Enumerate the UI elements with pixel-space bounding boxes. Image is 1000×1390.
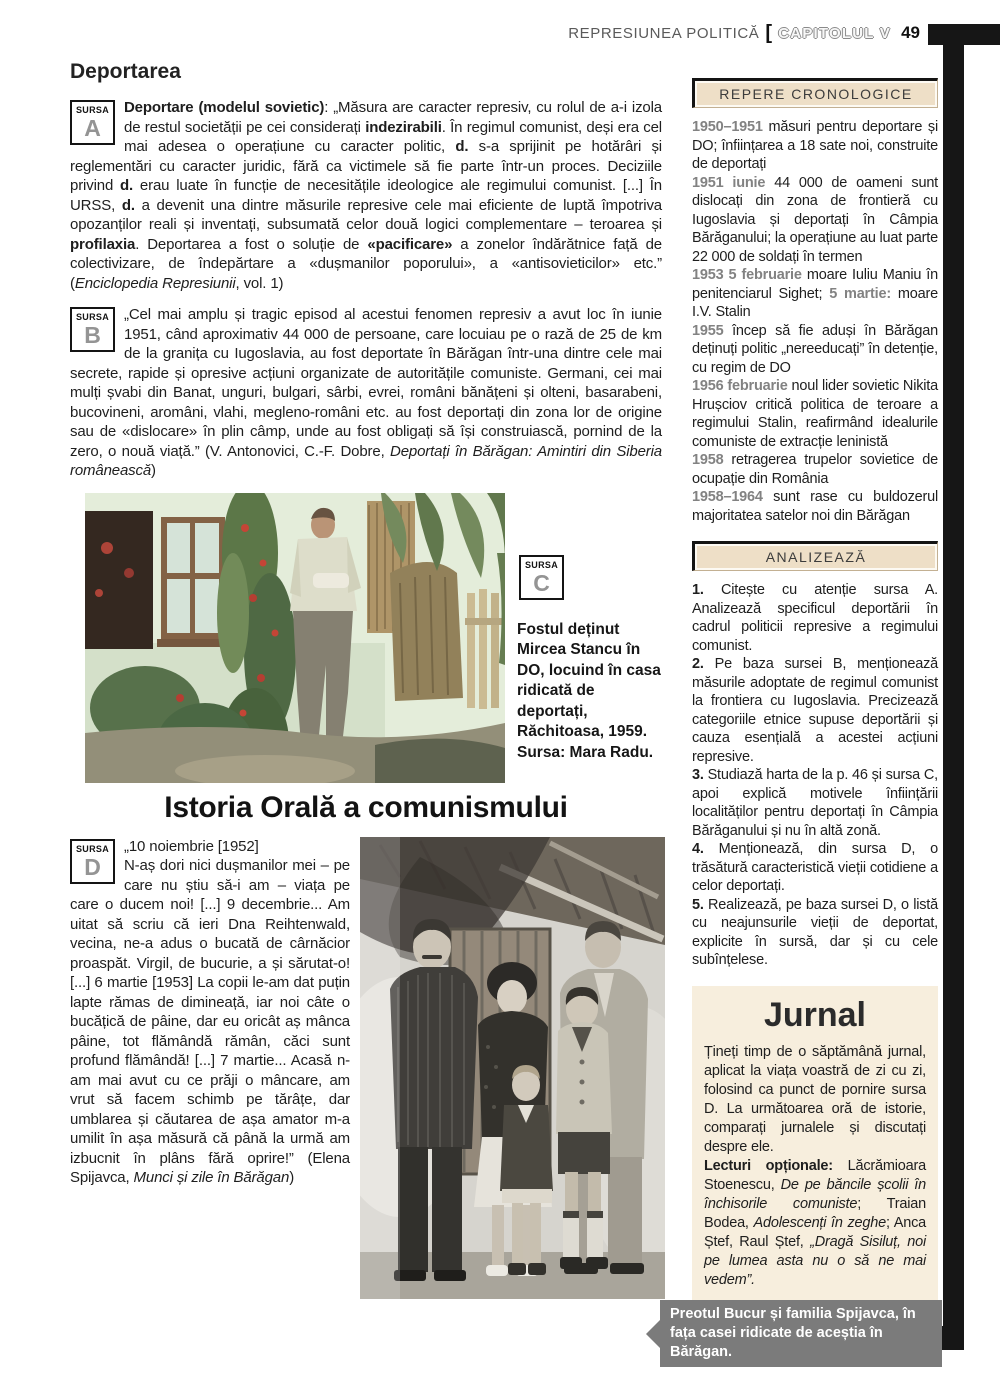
section-title: Deportarea xyxy=(70,60,181,83)
header-section-title: REPRESIUNEA POLITICĂ xyxy=(568,25,760,42)
repere-cronologice-header: REPERE CRONOLOGICE xyxy=(692,78,938,108)
header-bracket-glyph: [ xyxy=(765,22,773,44)
header-chapter-label: CAPITOLUL V xyxy=(778,25,891,42)
timeline-entry: 1953 5 februarie moare Iuliu Maniu în penitenciarul Sighet; 5 martie: moare I.V. Stalin xyxy=(692,267,938,320)
timeline-entry: 1958 retragerea trupelor sovietice de ocupație din România xyxy=(692,452,938,487)
header-page-number: 49 xyxy=(901,23,920,42)
sursa-d-badge: SURSA D xyxy=(70,839,115,884)
sursa-d-section xyxy=(70,837,662,1299)
family-photo-caption: Preotul Bucur și familia Spijavca, în fața casei ridicate de aceștia în Bărăgan. xyxy=(660,1300,942,1367)
exercise-item: 3. Studiază harta de la p. 46 și sursa C, apoi explică motivele înființării localităților pentru deportați în Câmpia Bărăganului și nu în altă zonă. xyxy=(692,767,938,839)
sursa-c-badge: SURSA C xyxy=(519,555,564,600)
exercise-list xyxy=(692,581,938,970)
photo-sursa-c xyxy=(85,493,505,783)
main-column xyxy=(70,60,662,1299)
sursa-a-paragraph xyxy=(70,98,662,293)
timeline-entry: 1950–1951 măsuri pentru deportare și DO; înființarea a 18 sate noi, construite de deportați xyxy=(692,119,938,172)
sursa-a-badge: SURSA A xyxy=(70,100,115,145)
page-corner-mark-top xyxy=(928,24,1000,45)
figure-c-caption: Fostul deținut Mircea Stancu în DO, locuind în casa ridicată de deportați, Răchitoasa, 1959. Sursa: Mara Radu. xyxy=(517,620,661,761)
sidebar-column xyxy=(692,78,938,1304)
jurnal-paragraph: Țineți timp de o săptămână jurnal, aplicat la viața voastră de zi cu zi, folosind ca punct de pornire sursa D. La următoarea oră de istorie, comparați jurnalele și discutați despre ele. xyxy=(704,1043,926,1155)
analizeaza-header: ANALIZEAZĂ xyxy=(692,541,938,571)
timeline-entry: 1951 iunie 44 000 de oameni sunt dislocați din zona de frontieră cu Iugoslavia și deportați în Câmpia Bărăganului; la operațiune au luat parte 22 000 de soldați în termen xyxy=(692,174,939,265)
sursa-b-paragraph xyxy=(70,305,662,481)
page-header xyxy=(568,22,920,45)
figure-sursa-c xyxy=(70,493,662,783)
exercise-item: 2. Pe baza sursei B, menționează măsurile adoptate de regimul comunist la frontiera cu Iugoslavia. Precizează categoriile etnice supuse deportării și cauza esențială a acestei acțiuni represive. xyxy=(692,656,938,765)
sursa-d-paragraph xyxy=(70,837,350,1299)
jurnal-paragraph: Lecturi opționale: Lăcrămioara Stoenescu, De pe băncile școlii în închisorile comuniste; Traian Bodea, Adolescenți în zeghe; Anca Ștef, Raul Ștef, „Dragă Sisiluț, noi pe lumea asta nu o să ne mai vedem”. xyxy=(704,1157,927,1288)
figure-caption-column xyxy=(517,493,662,783)
exercise-item: 4. Menționează, din sursa D, o trăsătură caracteristică vieții cotidiene a celor deportați. xyxy=(692,841,938,894)
sursa-b-badge: SURSA B xyxy=(70,307,115,352)
sursa-b-text: „Cel mai amplu și tragic episod al acestui fenomen represiv a avut loc în iunie 1951, când aproximativ 44 000 de persoane, care locuiau pe o rază de 25 de km de la granița cu Iugoslavia, au fost deportate în Bărăgan într-una dintre cele mai secrete, rapide și opresive acțiuni organizate de autoritățile comuniste. Germani, cei mai mulți șvabi din Banat, unguri, bulgari, sârbi, evrei, români bănățeni și olteni, basarabeni, bucovineni, aromâni, vlahi, megleno-români etc. au fost deportați din zona lor de origine sau de «dislocare» în plin câmp, unde au fost obligați să își construiască, pornind de la zero, o nouă viață.” (V. Antonovici, C.-F. Dobre, Deportați în Bărăgan: Amintiri din Siberia românească) xyxy=(70,306,662,479)
timeline xyxy=(692,118,938,525)
timeline-entry: 1958–1964 sunt rase cu buldozerul majoritatea satelor noi din Bărăgan xyxy=(692,489,938,524)
jurnal-box xyxy=(692,986,938,1304)
photo-family-baragan xyxy=(360,837,665,1299)
sursa-a-text: Deportare (modelul sovietic): „Măsura are caracter represiv, cu rolul de a-i izola de restul societății pe cei considerați indezirabili. În regimul comunist, deși era cel mai adesea o operațiune cu caracter politic, d. s-a sprijinit pe hotărâri și reglementări cu caracter juridic, fără ca victimele să fie parte într-un proces. Deciziile privind d. erau luate în funcție de necesitățile ideologice ale regimului comunist. [...] În URSS, d. a devenit una dintre măsurile represive cele mai eficiente de luptă împotriva opozanților reali și inventați, subsumată celor două logici complementare – teroarea și profilaxia. Deportarea a fost o soluție de «pacificare» a zonelor îndărătnice față de colectivizare, de îndepărtare a «dușmanilor poporului», a «antisovieticilor» etc.” (Enciclopedia Represiunii, vol. 1) xyxy=(70,99,662,292)
timeline-entry: 1955 încep să fie aduși în Bărăgan deținuți politic „nereeducați” în detenție, cu regim de DO xyxy=(692,322,938,376)
timeline-entry: 1956 februarie noul lider sovietic Nikita Hrușciov critică politica de teroare a regimului Stalin, reafirmând idealurile comuniste de extracție leninistă xyxy=(692,378,938,450)
oral-history-title: Istoria Orală a comunismului xyxy=(164,790,568,824)
page-edge-bar xyxy=(943,24,964,1326)
exercise-item: 1. Citește cu atenție sursa A. Analizează specificul deportării în cadrul politicii represive a regimului comunist. xyxy=(692,582,938,654)
jurnal-title: Jurnal xyxy=(763,995,867,1034)
sursa-d-text: „10 noiembrie [1952] N-aș dori nici dușmanilor mei – pe care nu știu să-i am – viața pe care o ducem noi! [...] 9 decembrie... Am uitat să scriu că ieri Dna Reihtenwald, vecina, ne-a adus o bucată de cârnăcior proaspăt. Virgil, de bucurie, a și sărutat-o! [...] 6 martie [1953] La copii le-am dat puțin lapte rămas de dimineață, iar noi câte o bucățică de pâine, dar eu oricât aș mânca pâine, tot flămândă rămân, căci sunt profund flămândă! [...] 7 martie... Acasă n-am mai avut cu ce prăji o mâncare, am vrut să facem schimb pe tărâțe, dar umblarea și căutarea de așa amator m-a umilit în așa măsură că până la urmă am izbucnit în plâns fără oprire!” (Elena Spijavca, Munci și zile în Bărăgan) xyxy=(70,837,350,1186)
exercise-item: 5. Realizează, pe baza sursei D, o listă cu neajunsurile vieții de deportat, explicite în sursă, dar și cu cele subînțelese. xyxy=(692,896,938,968)
